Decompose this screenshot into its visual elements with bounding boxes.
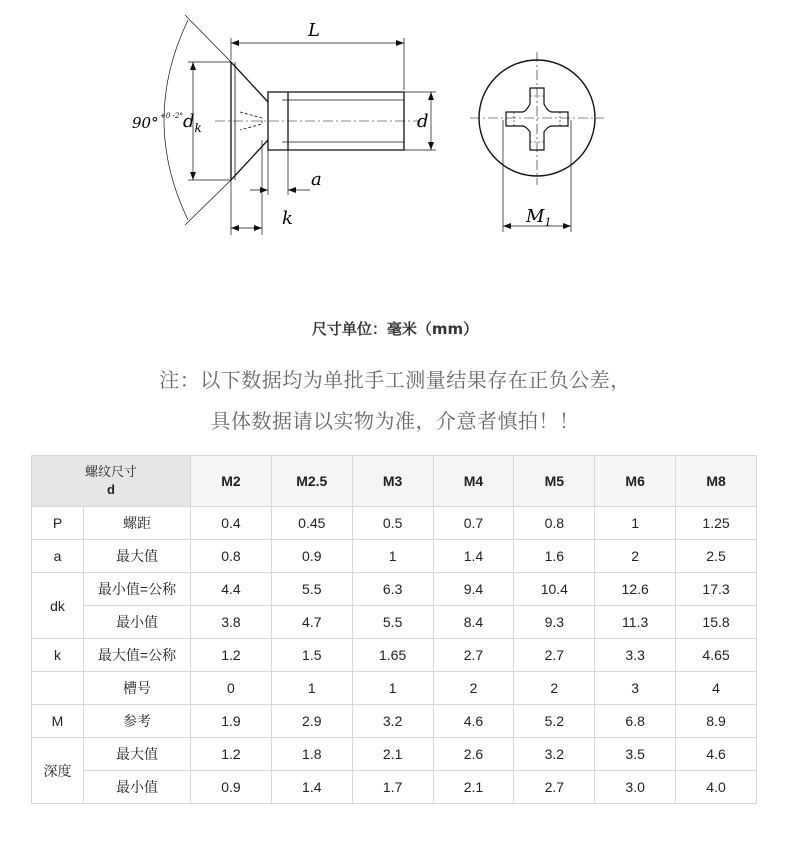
label-d: d (417, 111, 429, 132)
param-label: k (32, 639, 84, 672)
table-cell: 3.8 (191, 606, 272, 639)
table-cell: 2.7 (514, 639, 595, 672)
table-row (32, 705, 757, 738)
sub-label: 参考 (84, 705, 191, 738)
table-cell: 11.3 (595, 606, 676, 639)
table-cell: 1.9 (191, 705, 272, 738)
header-size: M8 (676, 456, 757, 507)
sub-label: 最小值=公称 (84, 573, 191, 606)
table-cell: 4.0 (676, 771, 757, 804)
table-cell: 4.4 (191, 573, 272, 606)
table-cell: 1.4 (271, 771, 352, 804)
table-cell: 1 (271, 672, 352, 705)
table-cell: 3.0 (595, 771, 676, 804)
table-cell: 3.2 (514, 738, 595, 771)
table-cell: 4.7 (271, 606, 352, 639)
table-cell: 4.6 (676, 738, 757, 771)
label-a: a (311, 169, 322, 190)
table-cell: 0.8 (514, 507, 595, 540)
table-row (32, 639, 757, 672)
table-cell: 2 (514, 672, 595, 705)
label-dk: $d_k$ (183, 111, 202, 135)
table-cell: 2.6 (433, 738, 514, 771)
table-cell: 12.6 (595, 573, 676, 606)
table-cell: 2 (433, 672, 514, 705)
unit-title: 尺寸单位：毫米（mm） (311, 320, 479, 338)
label-angle-tolerance: +0 -2° (160, 112, 183, 120)
note-line-1: 注：以下数据均为单批手工测量结果存在正负公差， (159, 368, 631, 392)
label-L: L (308, 20, 320, 41)
header-size: M2.5 (271, 456, 352, 507)
table-cell: 0.8 (191, 540, 272, 573)
sub-label: 最大值 (84, 738, 191, 771)
table-cell: 1 (352, 672, 433, 705)
sub-label: 最大值 (84, 540, 191, 573)
table-cell: 4.65 (676, 639, 757, 672)
note-line-2: 具体数据请以实物为准，介意者慎拍！！ (210, 409, 580, 433)
table-cell: 5.5 (352, 606, 433, 639)
header-size: M4 (433, 456, 514, 507)
header-thread-size-label: 螺纹尺寸 (85, 464, 138, 479)
table-cell: 6.3 (352, 573, 433, 606)
table-cell: 2.1 (352, 738, 433, 771)
table-cell: 2.7 (514, 771, 595, 804)
table-cell: 1.5 (271, 639, 352, 672)
header-size: M6 (595, 456, 676, 507)
table-cell: 1.4 (433, 540, 514, 573)
sub-label: 槽号 (84, 672, 191, 705)
label-angle: 90° (132, 114, 159, 132)
table-row (32, 573, 757, 606)
table-cell: 0.5 (352, 507, 433, 540)
table-cell: 0.45 (271, 507, 352, 540)
screw-technical-drawing (0, 0, 790, 300)
table-cell: 1.8 (271, 738, 352, 771)
table-cell: 6.8 (595, 705, 676, 738)
table-header-row (32, 456, 757, 507)
header-size: M3 (352, 456, 433, 507)
spec-table (31, 455, 757, 804)
table-cell: 5.5 (271, 573, 352, 606)
table-cell: 1 (595, 507, 676, 540)
table-cell: 2 (595, 540, 676, 573)
table-cell: 0.7 (433, 507, 514, 540)
label-k: k (282, 208, 293, 229)
table-cell: 15.8 (676, 606, 757, 639)
table-row (32, 672, 757, 705)
sub-label: 最小值 (84, 771, 191, 804)
param-label (32, 672, 84, 705)
table-cell: 17.3 (676, 573, 757, 606)
param-label: M (32, 705, 84, 738)
table-row (32, 771, 757, 804)
table-cell: 3.2 (352, 705, 433, 738)
table-cell: 0 (191, 672, 272, 705)
table-cell: 1.2 (191, 738, 272, 771)
table-cell: 2.9 (271, 705, 352, 738)
table-cell: 2.7 (433, 639, 514, 672)
table-cell: 8.4 (433, 606, 514, 639)
table-row (32, 738, 757, 771)
table-cell: 5.2 (514, 705, 595, 738)
table-row (32, 507, 757, 540)
param-label: dk (32, 573, 84, 639)
sub-label: 最小值 (84, 606, 191, 639)
table-cell: 1 (352, 540, 433, 573)
param-label: 深度 (32, 738, 84, 804)
sub-label: 螺距 (84, 507, 191, 540)
table-cell: 9.4 (433, 573, 514, 606)
table-cell: 10.4 (514, 573, 595, 606)
label-M1: $M_1$ (526, 206, 552, 229)
table-cell: 3.3 (595, 639, 676, 672)
table-row (32, 540, 757, 573)
header-size: M5 (514, 456, 595, 507)
table-row (32, 606, 757, 639)
table-cell: 9.3 (514, 606, 595, 639)
table-cell: 1.65 (352, 639, 433, 672)
table-cell: 4 (676, 672, 757, 705)
screw-head-top-view (470, 52, 604, 232)
param-label: a (32, 540, 84, 573)
table-cell: 2.1 (433, 771, 514, 804)
table-cell: 0.9 (191, 771, 272, 804)
table-cell: 4.6 (433, 705, 514, 738)
table-cell: 1.7 (352, 771, 433, 804)
header-size: M2 (191, 456, 272, 507)
header-corner (32, 456, 191, 507)
table-cell: 0.4 (191, 507, 272, 540)
param-label: P (32, 507, 84, 540)
header-d-label: d (107, 482, 115, 497)
table-cell: 1.6 (514, 540, 595, 573)
table-cell: 3 (595, 672, 676, 705)
table-cell: 2.5 (676, 540, 757, 573)
table-cell: 0.9 (271, 540, 352, 573)
table-cell: 1.2 (191, 639, 272, 672)
table-cell: 3.5 (595, 738, 676, 771)
table-cell: 8.9 (676, 705, 757, 738)
sub-label: 最大值=公称 (84, 639, 191, 672)
table-cell: 1.25 (676, 507, 757, 540)
